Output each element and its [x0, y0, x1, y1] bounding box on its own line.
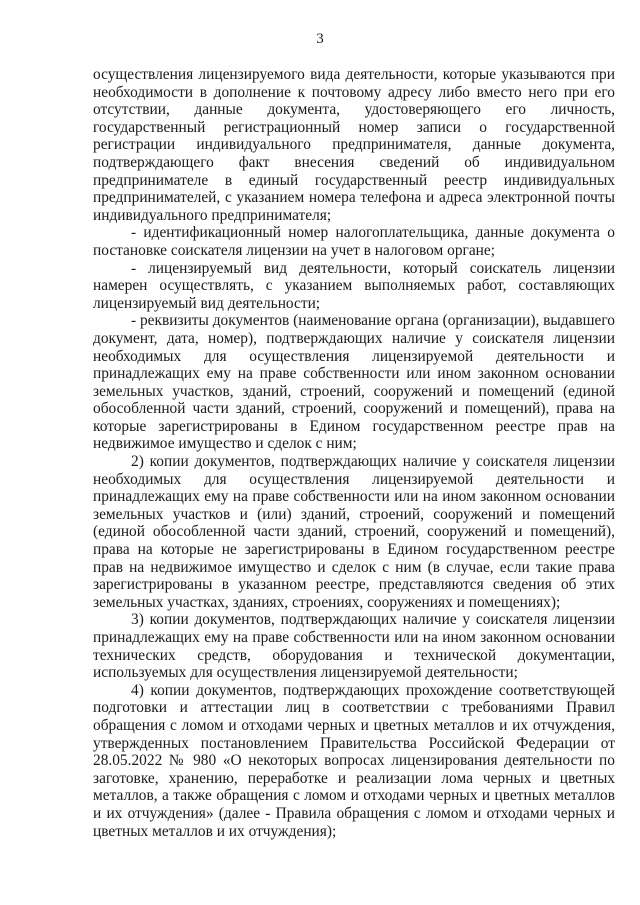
document-body [93, 66, 615, 840]
paragraph-item-4: 4) копии документов, подтверждающих прохождение соответствующей подготовки и аттестации лиц в соответствии с требованиями Правил обращения с ломом и отходами черных и цветных металлов и их отчуждения, утвержденных постановлением Правительства Российской Федерации от 28.05.2022 № 980 «О некоторых вопросах лицензирования деятельности по заготовке, хранению, переработке и реализации лома черных и цветных металлов, а также обращения с ломом и отходами черных и цветных металлов и их отчуждения» (далее - Правила обращения с ломом и отходами черных и цветных металлов и их отчуждения); [93, 681, 615, 840]
paragraph-licensed-activity: - лицензируемый вид деятельности, который соискатель лицензии намерен осуществлять, с указанием выполняемых работ, составляющих лицензируемый вид деятельности; [93, 259, 615, 312]
paragraph-item-3: 3) копии документов, подтверждающих наличие у соискателя лицензии принадлежащих ему на праве собственности или на ином законном основании технических средств, оборудования и технической документации, используемых для осуществления лицензируемой деятельности; [93, 611, 615, 682]
paragraph-address-details: осуществления лицензируемого вида деятельности, которые указываются при необходимости в дополнение к почтовому адресу либо вместо него при его отсутствии, данные документа, удостоверяющего его личность, государственный регистрационный номер записи о государственной регистрации индивидуального предпринимателя, данные документа, подтверждающего факт внесения сведений об индивидуальном предпринимателе в единый государственный реестр индивидуальных предпринимателей, с указанием номера телефона и адреса электронной почты индивидуального предпринимателя; [93, 66, 615, 224]
paragraph-taxpayer-number: - идентификационный номер налогоплательщика, данные документа о постановке соискателя лицензии на учет в налоговом органе; [93, 224, 615, 259]
paragraph-item-2: 2) копии документов, подтверждающих наличие у соискателя лицензии необходимых для осуществления лицензируемой деятельности и принадлежащих ему на праве собственности или на ином законном основании земельных участков и (или) зданий, строений, сооружений и помещений (единой обособленной части зданий, строений, сооружений и помещений), права на которые не зарегистрированы в Едином государственном реестре прав на недвижимое имущество и сделок с ним (в случае, если такие права зарегистрированы в указанном реестре, представляются сведения об этих земельных участках, зданиях, строениях, сооружениях и помещениях); [93, 453, 615, 611]
paragraph-document-details: - реквизиты документов (наименование органа (организации), выдавшего документ, дата, номер), подтверждающих наличие у соискателя лицензии необходимых для осуществления лицензируемой деятельности и принадлежащих ему на праве собственности или ином законном основании земельных участков, зданий, строений, сооружений и помещений (единой обособленной части зданий, строений, сооружений и помещений), права на которые зарегистрированы в Едином государственном реестре прав на недвижимое имущество и сделок с ним; [93, 312, 615, 453]
page-number: 3 [316, 31, 324, 47]
